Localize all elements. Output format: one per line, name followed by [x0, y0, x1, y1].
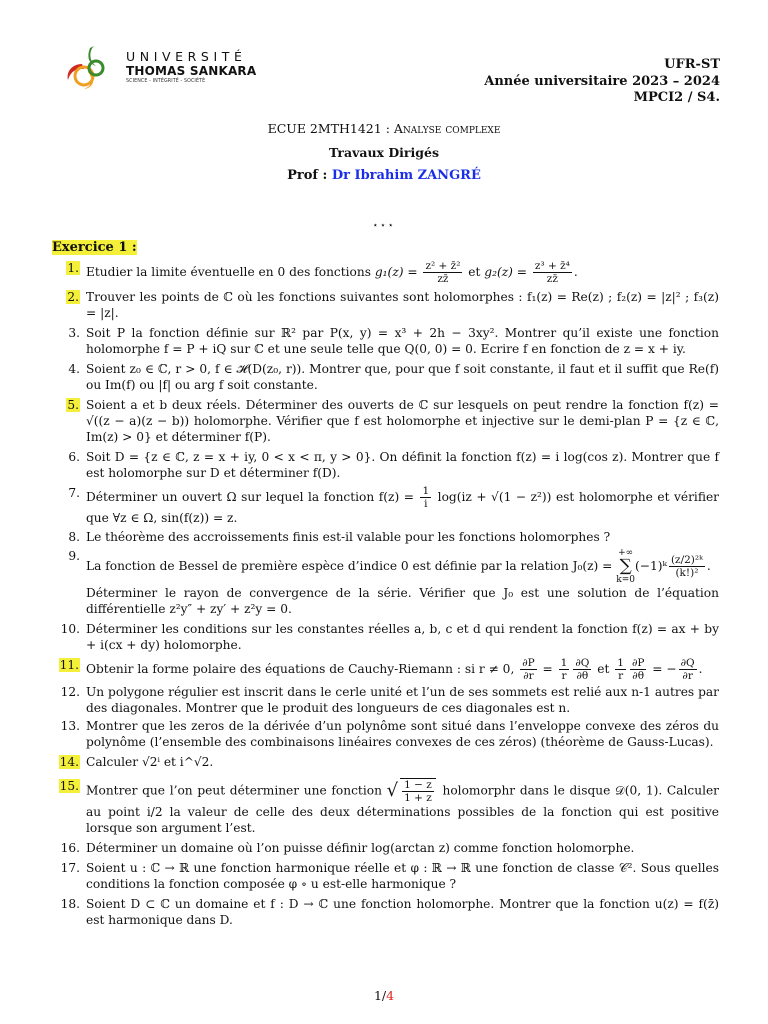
logo-universite-text: UNIVERSITÉ [126, 49, 247, 64]
section-stars: ⋆⋆⋆ [372, 221, 396, 231]
list-item [52, 361, 719, 393]
item-number: 14. [59, 755, 79, 769]
item-number: 15. [59, 779, 79, 793]
exercise-title-text: Exercice 1 : [52, 240, 137, 255]
item-number: 17. [60, 861, 80, 875]
fraction: $\frac{1}{i}$ [422, 485, 430, 510]
course-name: Analyse complexe [393, 121, 501, 136]
item-text: Etudier la limite éventuelle en 0 des fonctions [86, 265, 375, 279]
logo-motto-text: SCIENCE - INTÉGRITÉ - SOCIÉTÉ [126, 79, 206, 84]
list-item [52, 896, 719, 928]
td-title: Travaux Dirigés [329, 145, 439, 160]
course-code: ECUE 2MTH1421 : [267, 121, 394, 136]
list-item [52, 529, 719, 545]
list-item: 11. Obtenir la forme polaire des équations de Cauchy-Riemann : si r ≠ 0, $\frac{\partial P}{\partial r}$ = $\frac{1}{r}$ $\frac{\partial Q}{\partial\theta}$ et $\frac{1}{r}$ $\frac{\partial P}{\partial\theta}$ = − $\frac{\partial Q}{\partial r}$ . [52, 657, 719, 682]
item-text: Obtenir la forme polaire des équations de Cauchy-Riemann : si r ≠ 0, [86, 662, 519, 676]
math-g1-lhs: g₁(z) = [374, 265, 422, 279]
item-number: 18. [60, 897, 80, 911]
list-item [52, 485, 719, 526]
item-number: 2. [67, 290, 79, 304]
item-number: 9. [68, 549, 80, 563]
list-item [52, 860, 719, 892]
fraction: $\frac{\text{z² + z̄²}}{zz̄}$ [425, 260, 461, 285]
item-number: 8. [68, 530, 80, 544]
item-text: Soient z₀ ∈ ℂ, r > 0, f ∈ 𝓗(D(z₀, r)). Montrer que, pour que f soit constante, il faut et il suffit que Re(f) ou Im(f) ou |f| ou arg f soit constante. [86, 362, 719, 392]
page-footer [0, 988, 768, 1003]
item-text: Soient u : ℂ → ℝ une fonction harmonique réelle et φ : ℝ → ℝ une fonction de classe 𝒞². Sous quelles conditions la fonction composée φ ∘ u est-elle harmonique ? [86, 861, 719, 891]
math-term: (−1)ᵏ [635, 559, 667, 573]
prof-name: Dr Ibrahim ZANGRÉ [331, 168, 481, 183]
header-right-block [484, 57, 720, 107]
fraction: $\frac{\text{(z/2)²ᵏ}}{\text{(k!)²}}$ [670, 554, 703, 579]
professor-line [0, 168, 768, 183]
list-item [52, 840, 719, 856]
list-item [52, 449, 719, 481]
ufr-label: UFR-ST [664, 57, 720, 72]
list-item [52, 684, 719, 716]
list-item: 9. La fonction de Bessel de première espèce d’indice 0 est définie par la relation J₀(z) = +∞ ∑ k=0(−1)ᵏ $\frac{\text{(z/2)²ᵏ}}{\text{(k!)²}}$ . Déterminer le rayon de convergence de la série. Vérifier que J₀ est une solution de l’équation différentielle z²y″ + zy′ + z²y = 0. [52, 548, 719, 617]
item-number: 4. [68, 362, 80, 376]
list-item [52, 718, 719, 750]
item-text: Soient a et b deux réels. Déterminer des ouverts de ℂ sur lesquels on peut rendre la fonction f(z) = √((z − a)(z − b)) holomorphe. Vérifier que f est holomorphe et injective sur le demi-plan P = {z ∈ ℂ, Im(z) > 0} et déterminer f(P). [86, 398, 719, 444]
exercise-list [52, 260, 719, 928]
item-number: 11. [59, 658, 79, 672]
item-text: et [464, 265, 485, 279]
item-number: 13. [60, 719, 80, 733]
item-text: Déterminer un domaine où l’on puisse définir log(arctan z) comme fonction holomorphe. [86, 841, 635, 855]
list-item [52, 397, 719, 445]
item-number: 3. [68, 326, 80, 340]
item-text: Montrer que l’on peut déterminer une fonction [86, 783, 387, 798]
item-text: Déterminer les conditions sur les constantes réelles a, b, c et d qui rendent la fonction f(z) = ax + by + i(cx + dy) holomorphe. [86, 622, 719, 652]
item-text: Le théorème des accroissements finis est-il valable pour les fonctions holomorphes ? [86, 530, 611, 544]
item-text: Déterminer le rayon de convergence de la série. Vérifier que J₀ est une solution de l’équation différentielle z²y″ + zy′ + z²y = 0. [86, 586, 719, 616]
item-number: 7. [68, 486, 80, 500]
page-number: 1/ [373, 988, 387, 1003]
item-number: 12. [60, 685, 80, 699]
prof-label: Prof : [287, 168, 332, 183]
academic-year: Année universitaire 2023 – 2024 [484, 73, 720, 89]
class-label: MPCI2 / S4. [633, 90, 720, 105]
list-item [52, 754, 719, 770]
list-item: 1. Etudier la limite éventuelle en 0 des fonctions g₁(z) = $\frac{\text{z² + z̄²}}{zz̄}$ et g₂(z) = $\frac{\text{z³ + z̄⁴}}{zz̄}$ . [52, 260, 719, 285]
fraction: $\frac{\partial Q}{\partial r}$ [680, 657, 695, 682]
item-text: Un polygone régulier est inscrit dans le cerle unité et l’un de ses sommets est relié aux n-1 autres par des diagonales. Montrer que le produit des longueurs de ces diagonales est n. [86, 685, 719, 715]
fraction: $\frac{1 - z}{1 + z}$ [400, 778, 436, 804]
item-text: Déterminer un ouvert Ω sur lequel la fonction f(z) = [86, 490, 419, 504]
list-item [52, 289, 719, 321]
list-item [52, 621, 719, 653]
course-title [0, 121, 768, 136]
item-text: Trouver les points de ℂ où les fonctions suivantes sont holomorphes : f₁(z) = Re(z) ; f₂(z) = |z|² ; f₃(z) = |z|. [86, 290, 719, 320]
item-number: 5. [67, 398, 79, 412]
item-text: holomorphr dans le disque 𝒟(0, 1). Calculer au point i/2 la valeur de celle des deux déterminations possibles de la fonction qui est positive lorsque son argument l’est. [86, 783, 719, 835]
item-number: 16. [60, 841, 80, 855]
item-text: La fonction de Bessel de première espèce d’indice 0 est définie par la relation J₀(z) = [86, 559, 617, 573]
university-logo [60, 42, 270, 92]
item-text: Calculer √2ⁱ et i^√2. [86, 755, 214, 769]
item-text: et [593, 662, 614, 676]
item-text: Soient D ⊂ ℂ un domaine et f : D → ℂ une fonction holomorphe. Montrer que la fonction u(z) = f(z̄) est harmonique dans D. [86, 897, 719, 927]
fraction: $\frac{\partial P}{\partial\theta}$ [631, 657, 645, 682]
math-g2-lhs: g₂(z) = [484, 265, 531, 279]
logo-name-text: THOMAS SANKARA [126, 64, 257, 78]
list-item: 15. Montrer que l’on peut déterminer une fonction √ $\frac{1 - z}{1 + z}$ holomorphr dans le disque 𝒟(0, 1). Calculer au point i/2 la valeur de celle des deux déterminations possibles de la fonction qui est positive lorsque son argument l’est. [52, 778, 719, 836]
fraction: $\frac{1}{r}$ [617, 657, 624, 682]
item-number: 10. [60, 622, 80, 636]
item-number: 6. [68, 450, 80, 464]
item-text: Soit D = {z ∈ ℂ, z = x + iy, 0 < x < π, y > 0}. On définit la fonction f(z) = i log(cos z). Montrer que f est holomorphe sur D et déterminer f(D). [86, 450, 719, 480]
fraction: $\frac{\text{z³ + z̄⁴}}{zz̄}$ [534, 260, 570, 285]
exercise-title [52, 240, 137, 255]
fraction: $\frac{\partial P}{\partial r}$ [522, 657, 535, 682]
list-item [52, 325, 719, 357]
item-number: 1. [67, 261, 79, 275]
item-text: Montrer que les zeros de la dérivée d’un polynôme sont situé dans l’enveloppe convexe des zéros du polynôme (l’ensemble des combinaisons linéaires convexes de ces zéros) (théorème de Gauss-Lucas). [86, 719, 719, 749]
item-text: Soit P la fonction définie sur ℝ² par P(x, y) = x³ + 2h − 3xy². Montrer qu’il existe une fonction holomorphe f = P + iQ sur ℂ et une seule telle que Q(0, 0) = 0. Ecrire f en fonction de z = x + iy. [86, 326, 719, 356]
page-total-link[interactable]: 4 [386, 988, 395, 1003]
logo-emblem-icon [60, 42, 122, 92]
item-text: log(iz + √(1 − z²)) est holomorphe et vérifier que ∀z ∈ Ω, sin(f(z)) = z. [86, 490, 719, 525]
fraction: $\frac{1}{r}$ [560, 657, 568, 682]
sum-symbol: +∞ ∑ k=0 [616, 548, 636, 585]
fraction: $\frac{\partial Q}{\partial\theta}$ [575, 657, 590, 682]
